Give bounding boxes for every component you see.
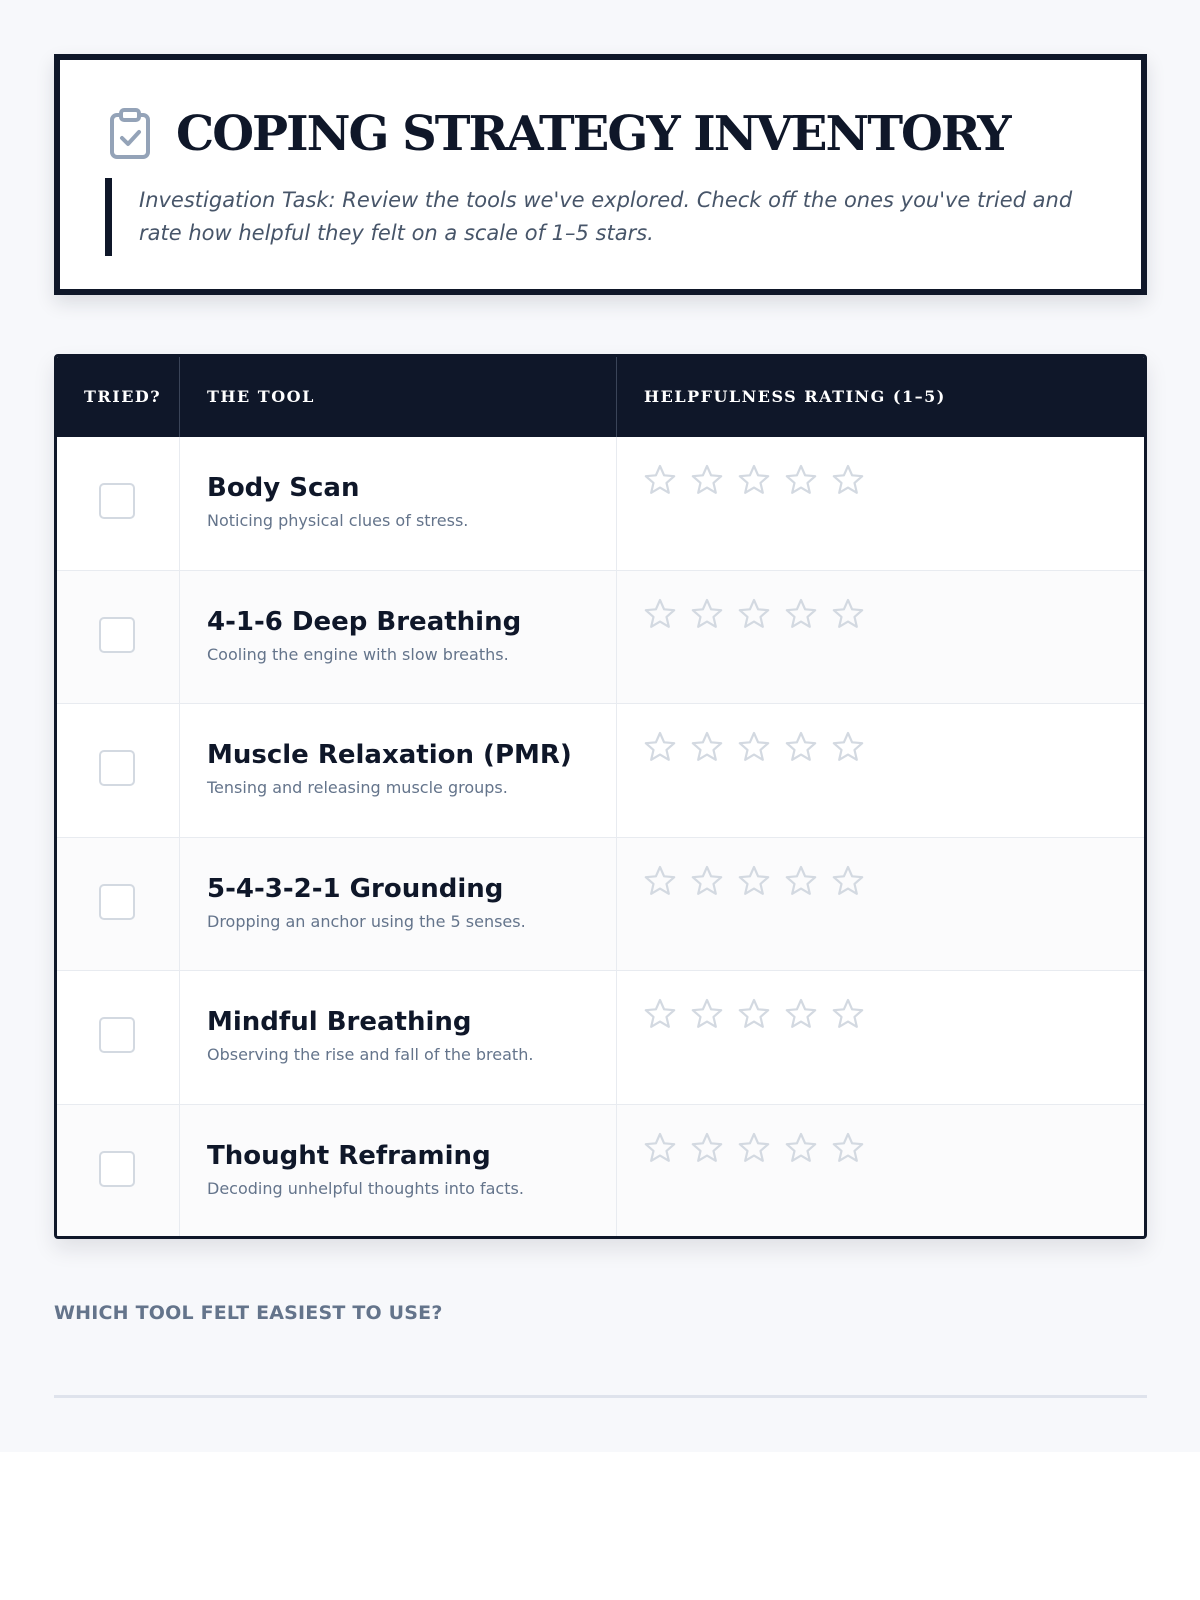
tried-checkbox[interactable] — [99, 1151, 135, 1187]
rating-cell — [617, 704, 1144, 837]
tool-name: Thought Reframing — [207, 1140, 491, 1171]
star-outline-icon[interactable] — [690, 997, 724, 1031]
star-outline-icon[interactable] — [690, 864, 724, 898]
star-outline-icon[interactable] — [784, 997, 818, 1031]
tried-cell — [57, 971, 180, 1104]
title-row — [108, 104, 1010, 164]
star-outline-icon[interactable] — [643, 997, 677, 1031]
answer-line[interactable] — [54, 1395, 1147, 1398]
tool-cell — [180, 971, 617, 1104]
star-outline-icon[interactable] — [831, 864, 865, 898]
star-outline-icon[interactable] — [690, 463, 724, 497]
tool-description: Observing the rise and fall of the breath. — [207, 1045, 534, 1064]
tried-checkbox[interactable] — [99, 483, 135, 519]
tool-description: Tensing and releasing muscle groups. — [207, 778, 508, 797]
star-outline-icon[interactable] — [643, 730, 677, 764]
column-header-tool: THE TOOL — [180, 357, 617, 437]
tool-cell — [180, 838, 617, 971]
tool-name: Muscle Relaxation (PMR) — [207, 740, 572, 770]
tried-checkbox[interactable] — [99, 884, 135, 920]
table-row — [57, 971, 1144, 1105]
tried-cell — [57, 838, 180, 971]
instructions-text: Investigation Task: Review the tools we've explored. Check off the ones you've tried and rate how helpful they felt on a scale of 1–5 stars. — [105, 178, 1119, 256]
star-outline-icon[interactable] — [831, 597, 865, 631]
star-outline-icon[interactable] — [831, 997, 865, 1031]
table-row — [57, 838, 1144, 972]
star-outline-icon[interactable] — [737, 997, 771, 1031]
star-outline-icon[interactable] — [831, 463, 865, 497]
clipboard-check-icon — [108, 107, 152, 161]
star-outline-icon[interactable] — [831, 1131, 865, 1165]
tried-cell — [57, 571, 180, 704]
star-outline-icon[interactable] — [690, 1131, 724, 1165]
tried-checkbox[interactable] — [99, 617, 135, 653]
reflection-question: WHICH TOOL FELT EASIEST TO USE? — [54, 1302, 443, 1324]
star-outline-icon[interactable] — [690, 597, 724, 631]
table-body — [57, 437, 1144, 1238]
tried-cell — [57, 704, 180, 837]
star-outline-icon[interactable] — [643, 864, 677, 898]
tried-cell — [57, 437, 180, 570]
inventory-table — [54, 354, 1147, 1239]
tool-cell — [180, 1105, 617, 1239]
column-header-rating: HELPFULNESS RATING (1–5) — [644, 387, 946, 406]
star-outline-icon[interactable] — [737, 864, 771, 898]
star-outline-icon[interactable] — [737, 597, 771, 631]
rating-cell — [617, 1105, 1144, 1239]
table-row — [57, 571, 1144, 705]
star-outline-icon[interactable] — [690, 730, 724, 764]
tool-cell — [180, 704, 617, 837]
star-rating — [643, 1131, 1144, 1165]
column-header-tried: TRIED? — [57, 357, 180, 437]
tool-name: Body Scan — [207, 473, 360, 503]
tool-description: Cooling the engine with slow breaths. — [207, 644, 509, 664]
tried-checkbox[interactable] — [99, 750, 135, 786]
star-outline-icon[interactable] — [784, 597, 818, 631]
tool-cell — [180, 571, 617, 704]
tried-cell — [57, 1105, 180, 1239]
tool-name: 4-1-6 Deep Breathing — [207, 606, 522, 637]
star-outline-icon[interactable] — [831, 730, 865, 764]
tried-checkbox[interactable] — [99, 1017, 135, 1053]
tool-name: Mindful Breathing — [207, 1007, 472, 1037]
star-outline-icon[interactable] — [737, 1131, 771, 1165]
star-rating — [643, 463, 1144, 497]
rating-cell — [617, 571, 1144, 704]
star-outline-icon[interactable] — [784, 1131, 818, 1165]
table-row — [57, 437, 1144, 571]
rating-cell — [617, 971, 1144, 1104]
rating-cell — [617, 437, 1144, 570]
table-row — [57, 704, 1144, 838]
star-rating — [643, 597, 1144, 631]
star-outline-icon[interactable] — [643, 1131, 677, 1165]
star-outline-icon[interactable] — [784, 730, 818, 764]
tool-name: 5-4-3-2-1 Grounding — [207, 873, 504, 904]
page-title: COPING STRATEGY INVENTORY — [176, 106, 1010, 162]
tool-description: Dropping an anchor using the 5 senses. — [207, 911, 526, 931]
star-outline-icon[interactable] — [784, 864, 818, 898]
table-row — [57, 1105, 1144, 1239]
star-rating — [643, 864, 1144, 898]
header-card — [54, 54, 1147, 295]
star-outline-icon[interactable] — [737, 730, 771, 764]
star-outline-icon[interactable] — [643, 463, 677, 497]
rating-cell — [617, 838, 1144, 971]
star-rating — [643, 997, 1144, 1031]
star-outline-icon[interactable] — [737, 463, 771, 497]
star-outline-icon[interactable] — [784, 463, 818, 497]
tool-description: Noticing physical clues of stress. — [207, 511, 469, 530]
tool-description: Decoding unhelpful thoughts into facts. — [207, 1178, 524, 1198]
star-rating — [643, 730, 1144, 764]
star-outline-icon[interactable] — [643, 597, 677, 631]
table-header — [57, 357, 1144, 437]
tool-cell — [180, 437, 617, 570]
